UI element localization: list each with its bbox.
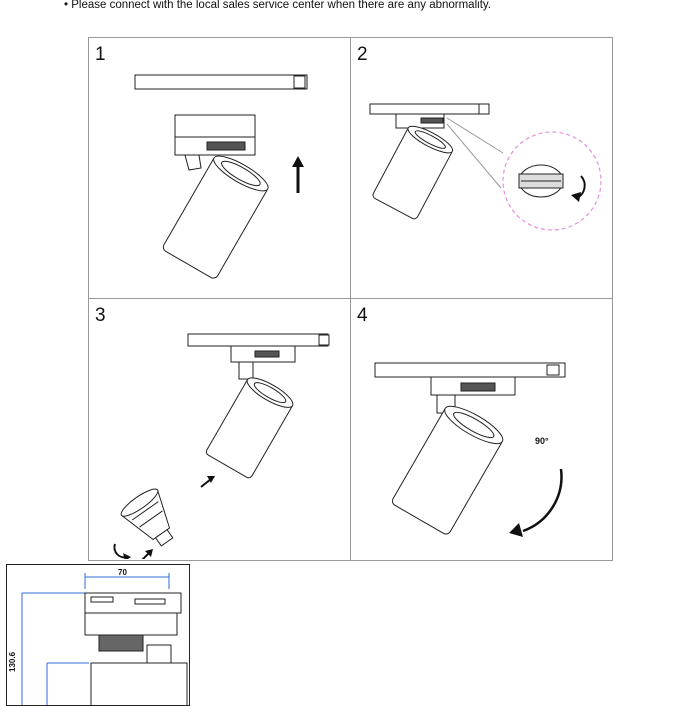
spotlight-cylinder bbox=[391, 400, 508, 536]
zoom-guide-line bbox=[447, 118, 503, 153]
dimension-height: 130.6 bbox=[8, 651, 17, 672]
arrow-toward-fixture-icon bbox=[201, 476, 215, 487]
arrow-insert-icon bbox=[141, 549, 153, 559]
step-3-number: 3 bbox=[95, 305, 106, 326]
step-3-panel bbox=[89, 299, 350, 559]
installation-steps-grid bbox=[88, 37, 613, 561]
step-1-number: 1 bbox=[95, 44, 106, 65]
adapter-connector bbox=[461, 383, 495, 391]
dimension-drawing-svg bbox=[7, 565, 189, 705]
zoom-guide-line bbox=[447, 124, 501, 188]
adapter-body bbox=[175, 115, 255, 137]
instruction-note: • Please connect with the local sales service center when there are any abnormality. bbox=[64, 0, 491, 11]
step-4-illustration bbox=[351, 299, 612, 559]
track-rail bbox=[188, 334, 328, 346]
adapter-connector bbox=[255, 351, 279, 357]
track-end-cap bbox=[479, 104, 489, 114]
step-1-panel bbox=[89, 38, 350, 298]
arrow-up-icon bbox=[292, 156, 304, 193]
spotlight-cylinder bbox=[205, 373, 297, 480]
track-rail bbox=[370, 104, 488, 114]
track-rail bbox=[375, 363, 565, 377]
spotlight-cylinder bbox=[162, 150, 273, 280]
fixture-side-view bbox=[85, 593, 187, 705]
adapter-connector bbox=[207, 142, 245, 150]
adapter-arm bbox=[185, 155, 201, 170]
step-2-panel bbox=[351, 38, 612, 298]
adapter-connector bbox=[421, 118, 443, 123]
adapter-knob-detail bbox=[519, 165, 563, 197]
track-rail bbox=[135, 75, 307, 89]
dimension-drawing bbox=[6, 564, 190, 706]
rotate-90-icon bbox=[509, 469, 561, 537]
adapter-arm bbox=[239, 362, 253, 379]
step-2-illustration bbox=[351, 38, 612, 298]
rotate-lamp-icon bbox=[114, 544, 131, 559]
spotlight-cylinder bbox=[372, 122, 456, 221]
track-end-cap bbox=[319, 335, 329, 345]
rotate-clockwise-icon bbox=[571, 176, 585, 202]
gu10-lamp bbox=[118, 485, 185, 554]
track-end-cap bbox=[294, 76, 305, 88]
dimension-width: 70 bbox=[118, 568, 127, 577]
step-4-number: 4 bbox=[357, 305, 368, 326]
step-4-panel bbox=[351, 299, 612, 559]
step-1-illustration bbox=[89, 38, 350, 298]
rotation-label: 90° bbox=[535, 436, 549, 446]
step-2-number: 2 bbox=[357, 44, 368, 65]
step-3-illustration bbox=[89, 299, 350, 559]
track-end-cap bbox=[547, 365, 559, 375]
